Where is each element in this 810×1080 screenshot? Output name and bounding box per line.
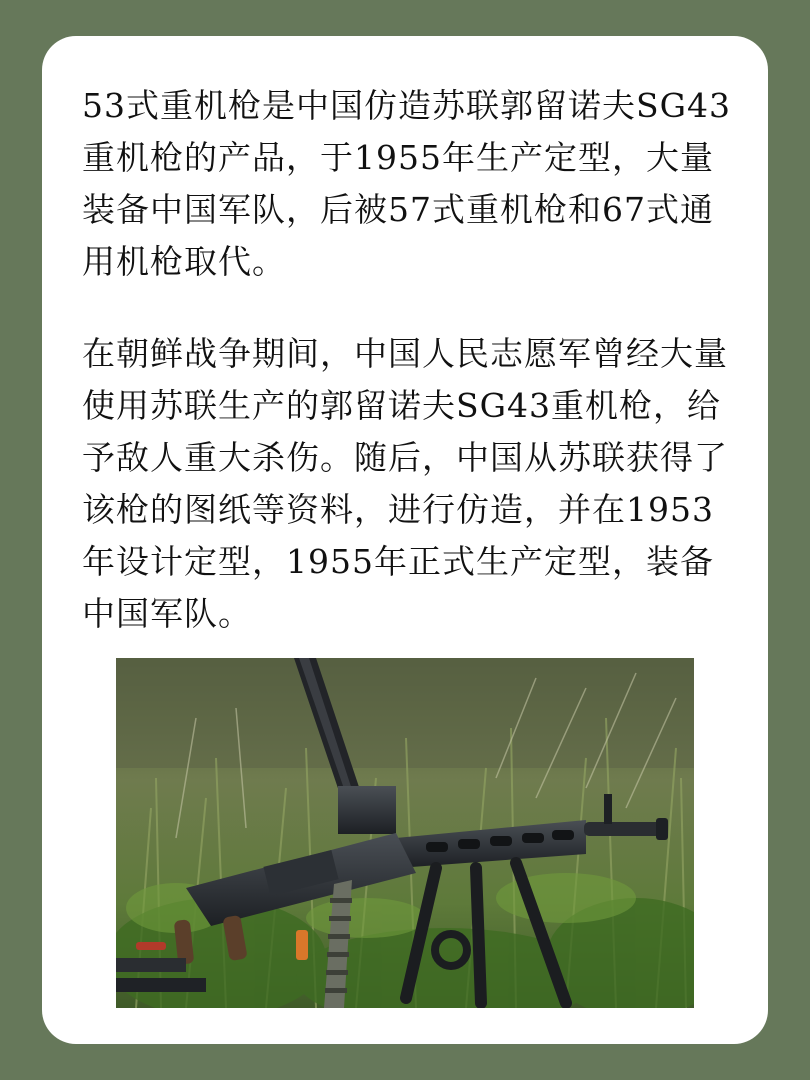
machine-gun-illustration <box>116 658 694 1008</box>
machine-gun-photo <box>116 658 694 1008</box>
content-card <box>42 36 768 1044</box>
intro-paragraph: 53式重机枪是中国仿造苏联郭留诺夫SG43重机枪的产品，于1955年生产定型，大量装备中国军队，后被57式重机枪和67式通用机枪取代。 <box>82 86 731 281</box>
history-paragraph: 在朝鲜战争期间，中国人民志愿军曾经大量使用苏联生产的郭留诺夫SG43重机枪，给予敌人重大杀伤。随后，中国从苏联获得了该枪的图纸等资料，进行仿造，并在1953年设计定型，1955年正式生产定型，装备中国军队。 <box>82 334 728 633</box>
